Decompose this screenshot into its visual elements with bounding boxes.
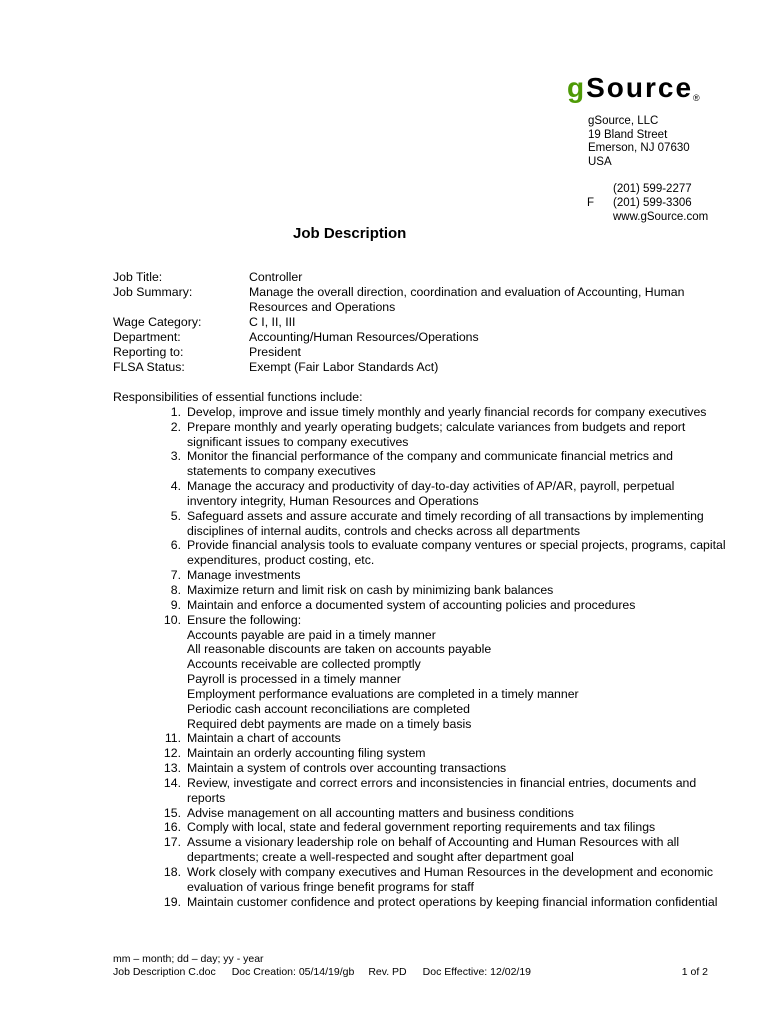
phone-number: (201) 599-2277 (613, 183, 692, 195)
logo-source: Source (586, 72, 694, 103)
list-item-number: 14. (163, 775, 181, 790)
field-value: Exempt (Fair Labor Standards Act) (249, 360, 439, 374)
address-line: gSource, LLC (588, 115, 659, 127)
address-line: USA (588, 155, 612, 168)
list-item-number: 1. (170, 404, 181, 419)
list-item (113, 806, 728, 821)
sub-list-item: Accounts payable are paid in a timely manner (187, 627, 436, 642)
list-item (113, 776, 728, 806)
list-item (113, 509, 728, 539)
list-item-number: 19. (163, 894, 181, 909)
field-row (113, 315, 733, 330)
list-item-number: 6. (170, 538, 181, 553)
list-item-text: Advise management on all accounting matters and business conditions (187, 805, 574, 820)
responsibilities-section (113, 390, 728, 910)
company-address (588, 115, 690, 169)
list-item-number: 11. (164, 731, 181, 746)
footer-info-row (113, 966, 708, 979)
list-item-text: Maintain a chart of accounts (187, 731, 341, 746)
field-label: Job Summary: (113, 285, 193, 299)
sub-list-item: Required debt payments are made on a timely basis (187, 716, 472, 731)
list-item (113, 538, 728, 568)
responsibilities-intro: Responsibilities of essential functions include: (113, 390, 363, 404)
field-row (113, 330, 733, 345)
responsibilities-list (113, 405, 728, 910)
list-item (113, 583, 728, 598)
list-item-text: Provide financial analysis tools to evaluate company ventures or special projects, programs, capital expenditures, product costing, etc. (187, 538, 726, 568)
fax-prefix: F (587, 197, 595, 209)
sub-list-item: All reasonable discounts are taken on accounts payable (187, 642, 492, 657)
list-item (113, 420, 728, 450)
list-item (113, 761, 728, 776)
list-item (113, 835, 728, 865)
list-item-number: 15. (163, 805, 181, 820)
field-label: Reporting to: (113, 345, 184, 359)
list-item-text: Ensure the following: (187, 612, 302, 627)
company-logo (567, 72, 702, 104)
list-item-number: 10. (163, 612, 181, 627)
list-item (113, 449, 728, 479)
field-label: Wage Category: (113, 315, 202, 329)
list-item-text: Develop, improve and issue timely monthly and yearly financial records for company executives (187, 404, 707, 419)
field-value: Controller (249, 270, 303, 284)
list-item-number: 17. (163, 835, 181, 850)
list-item-text: Manage investments (187, 568, 301, 583)
job-fields (113, 270, 733, 375)
field-label: Department: (113, 330, 181, 344)
list-item-text: Maintain a system of controls over accounting transactions (187, 761, 507, 776)
footer-effective: Doc Effective: 12/02/19 (422, 966, 532, 978)
list-item-text: Manage the accuracy and productivity of day-to-day activities of AP/AR, payroll, perpetual inventory integrity, Human Resources and Operations (187, 479, 675, 508)
page-footer (113, 953, 708, 979)
address-line: Emerson, NJ 07630 (588, 142, 690, 154)
list-item-text: Maximize return and limit risk on cash by minimizing bank balances (187, 582, 554, 597)
field-value: Manage the overall direction, coordination and evaluation of Accounting, Human Resources and Operations (249, 285, 685, 314)
footer-creation: Doc Creation: 05/14/19/gb (231, 966, 355, 978)
sub-list-item: Employment performance evaluations are completed in a timely manner (187, 686, 579, 701)
list-item-number: 12. (163, 746, 181, 761)
sub-list-item: Accounts receivable are collected promptly (187, 657, 421, 672)
list-item-number: 18. (163, 865, 181, 879)
list-item-number: 5. (170, 508, 181, 523)
fax-number: (201) 599-3306 (613, 197, 692, 209)
field-row (113, 285, 733, 315)
field-label: Job Title: (113, 270, 163, 284)
field-label: FLSA Status: (113, 360, 185, 374)
field-value: Accounting/Human Resources/Operations (249, 330, 479, 344)
logo-g: g (567, 72, 587, 103)
date-legend: mm – month; dd – day; yy - year (113, 953, 264, 965)
sub-list-item: Payroll is processed in a timely manner (187, 672, 401, 687)
list-item (113, 598, 728, 613)
registered-mark: ® (693, 93, 702, 103)
list-item-text: Maintain customer confidence and protect operations by keeping financial information confidential (187, 894, 718, 909)
list-item-text: Assume a visionary leadership role on behalf of Accounting and Human Resources with all departments; create a well-respected and sought after department goal (187, 835, 680, 865)
list-item (113, 568, 728, 583)
list-item-text: Prepare monthly and yearly operating budgets; calculate variances from budgets and report significant issues to company executives (187, 419, 686, 449)
list-item-text: Work closely with company executives and Human Resources in the development and economic evaluation of various fringe benefit programs for staff (187, 865, 714, 894)
list-item-text: Monitor the financial performance of the company and communicate financial metrics and statements to company executives (187, 449, 673, 479)
list-item-number: 7. (170, 568, 181, 583)
list-item-text: Safeguard assets and assure accurate and timely recording of all transactions by implementing disciplines of internal audits, controls and checks across all departments (187, 508, 704, 538)
list-item (113, 820, 728, 835)
list-item-number: 2. (170, 419, 181, 434)
website-link[interactable]: www.gSource.com (613, 211, 709, 223)
list-item (113, 613, 728, 628)
address-line: 19 Bland Street (588, 128, 668, 141)
sub-list-item: Periodic cash account reconciliations are completed (187, 701, 470, 716)
list-item-text: Review, investigate and correct errors and inconsistencies in financial entries, documents and reports (187, 775, 697, 805)
list-item-number: 4. (170, 479, 181, 494)
field-row (113, 345, 733, 360)
field-value: C I, II, III (249, 315, 296, 329)
list-item-number: 8. (170, 582, 181, 597)
footer-revision: Rev. PD (368, 966, 407, 978)
list-item (113, 731, 728, 746)
field-row (113, 270, 733, 285)
list-item-text: Maintain an orderly accounting filing system (187, 746, 426, 761)
list-item-text: Maintain and enforce a documented system of accounting policies and procedures (187, 597, 636, 612)
list-item-number: 16. (163, 820, 181, 835)
page-number: 1 of 2 (681, 966, 708, 978)
field-row (113, 360, 733, 375)
list-item (113, 405, 728, 420)
list-item (113, 746, 728, 761)
company-contact (580, 182, 708, 224)
page-title: Job Description (293, 225, 407, 242)
list-item-number: 9. (170, 597, 181, 612)
list-item (113, 865, 728, 895)
list-item (113, 895, 728, 910)
list-item-number: 13. (163, 761, 181, 776)
footer-filename: Job Description C.doc (113, 966, 216, 978)
list-item-text: Comply with local, state and federal government reporting requirements and tax filings (187, 820, 656, 835)
list-item (113, 479, 728, 509)
list-item-number: 3. (170, 449, 181, 464)
field-value: President (249, 345, 301, 359)
